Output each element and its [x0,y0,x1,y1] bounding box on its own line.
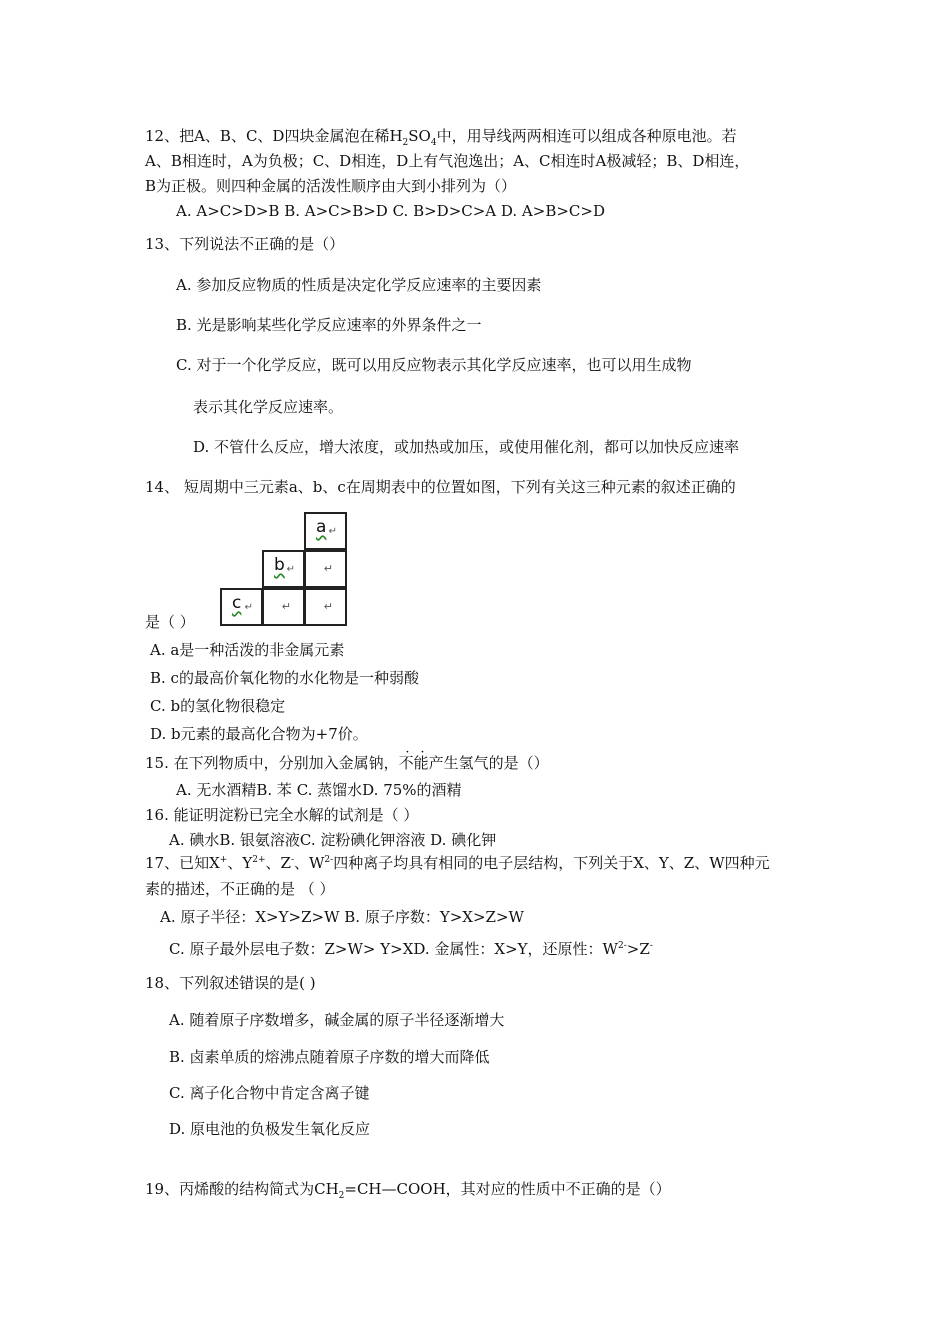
q13-option-d: D. 不管什么反应，增大浓度，或加热或加压，或使用催化剂，都可以加快反应速率 [193,438,740,456]
q14-option-c: C. b的氢化物很稳定 [150,697,286,715]
cell-empty [262,588,305,626]
q18-option-c: C. 离子化合物中肯定含离子键 [169,1084,370,1102]
q16-options: A. 碘水B. 银氨溶液C. 淀粉碘化钾溶液 D. 碘化钾 [169,831,497,849]
q13-option-b: B. 光是影响某些化学反应速率的外界条件之一 [176,316,482,334]
cell-empty [304,550,347,588]
q13-option-c-line2: 表示其化学反应速率。 [193,398,344,416]
cell-b [262,550,305,588]
q14-option-d: D. b元素的最高化合物为+7价。 [150,725,368,743]
q16-stem: 16. 能证明淀粉已完全水解的试剂是（ ） [145,806,419,824]
q12-options: A. A>C>D>B B. A>C>B>D C. B>D>C>A D. A>B>C>D [176,202,605,220]
q13-option-c-line1: C. 对于一个化学反应，既可以用反应物表示其化学反应速率，也可以用生成物 [176,356,692,374]
q17-options-ab: A. 原子半径：X>Y>Z>W B. 原子序数：Y>X>Z>W [160,908,524,926]
q19-stem: 19、丙烯酸的结构简式为$CH_2=CH—COOH$，其对应的性质中不正确的是（） [145,1180,671,1201]
q17-line2: 素的描述，不正确的是 （ ） [145,880,335,898]
q18-option-a: A. 随着原子序数增多，碱金属的原子半径逐渐增大 [169,1011,505,1029]
return-mark-icon: ↵ [244,602,253,613]
q14-option-b: B. c的最高价氧化物的水化物是一种弱酸 [150,669,419,687]
q12-line2: A、B相连时，A为负极；C、D相连，D上有气泡逸出；A、C相连时A极减轻；B、D相连， [145,152,750,170]
cell-c-label: c [232,593,242,613]
cell-a-label: a [316,517,327,537]
q13-stem: 13、下列说法不正确的是（） [145,235,345,253]
return-mark-icon: ↵ [281,600,291,613]
q12-line1: 12、把A、B、C、D四块金属泡在稀$H_2SO_4$中，用导线两两相连可以组成各种原电池。若 [145,127,737,148]
return-mark-icon: ↵ [286,564,295,575]
q18-stem: 18、下列叙述错误的是( ) [145,974,316,992]
return-mark-icon: ↵ [328,526,337,537]
cell-b-label: b [274,555,285,575]
q17-options-cd: C. 原子最外层电子数：Z>W> Y>XD. 金属性：X>Y，还原性：$W^{2-}>Z^-$ [169,940,653,958]
q14-stem: 14、 短周期中三元素a、b、c在周期表中的位置如图，下列有关这三种元素的叙述正确的 [145,478,736,496]
q18-option-b: B. 卤素单质的熔沸点随着原子序数的增大而降低 [169,1048,490,1066]
q14-stem-end: 是（ ） [145,613,195,631]
q13-option-a: A. 参加反应物质的性质是决定化学反应速率的主要因素 [176,276,542,294]
cell-empty [304,588,347,626]
return-mark-icon: ↵ [323,600,333,613]
q14-option-a: A. a是一种活泼的非金属元素 [150,641,345,659]
q17-line1: 17、已知X+、$Y^{2+}$、Z-、$W^{2-}$四种离子均具有相同的电子层结构，下列关于X、Y、Z、W四种元 [145,854,770,872]
return-mark-icon: ↵ [323,562,333,575]
cell-c [220,588,263,626]
q15-options: A. 无水酒精B. 苯 C. 蒸馏水D. 75%的酒精 [176,781,462,799]
cell-a [304,512,347,550]
q12-line3: B为正极。则四种金属的活泼性顺序由大到小排列为（） [145,177,517,195]
q18-option-d: D. 原电池的负极发生氧化反应 [169,1120,371,1138]
q15-stem: 15. 在下列物质中，分别加入金属钠，不能产生氢气的是（） [145,754,549,772]
